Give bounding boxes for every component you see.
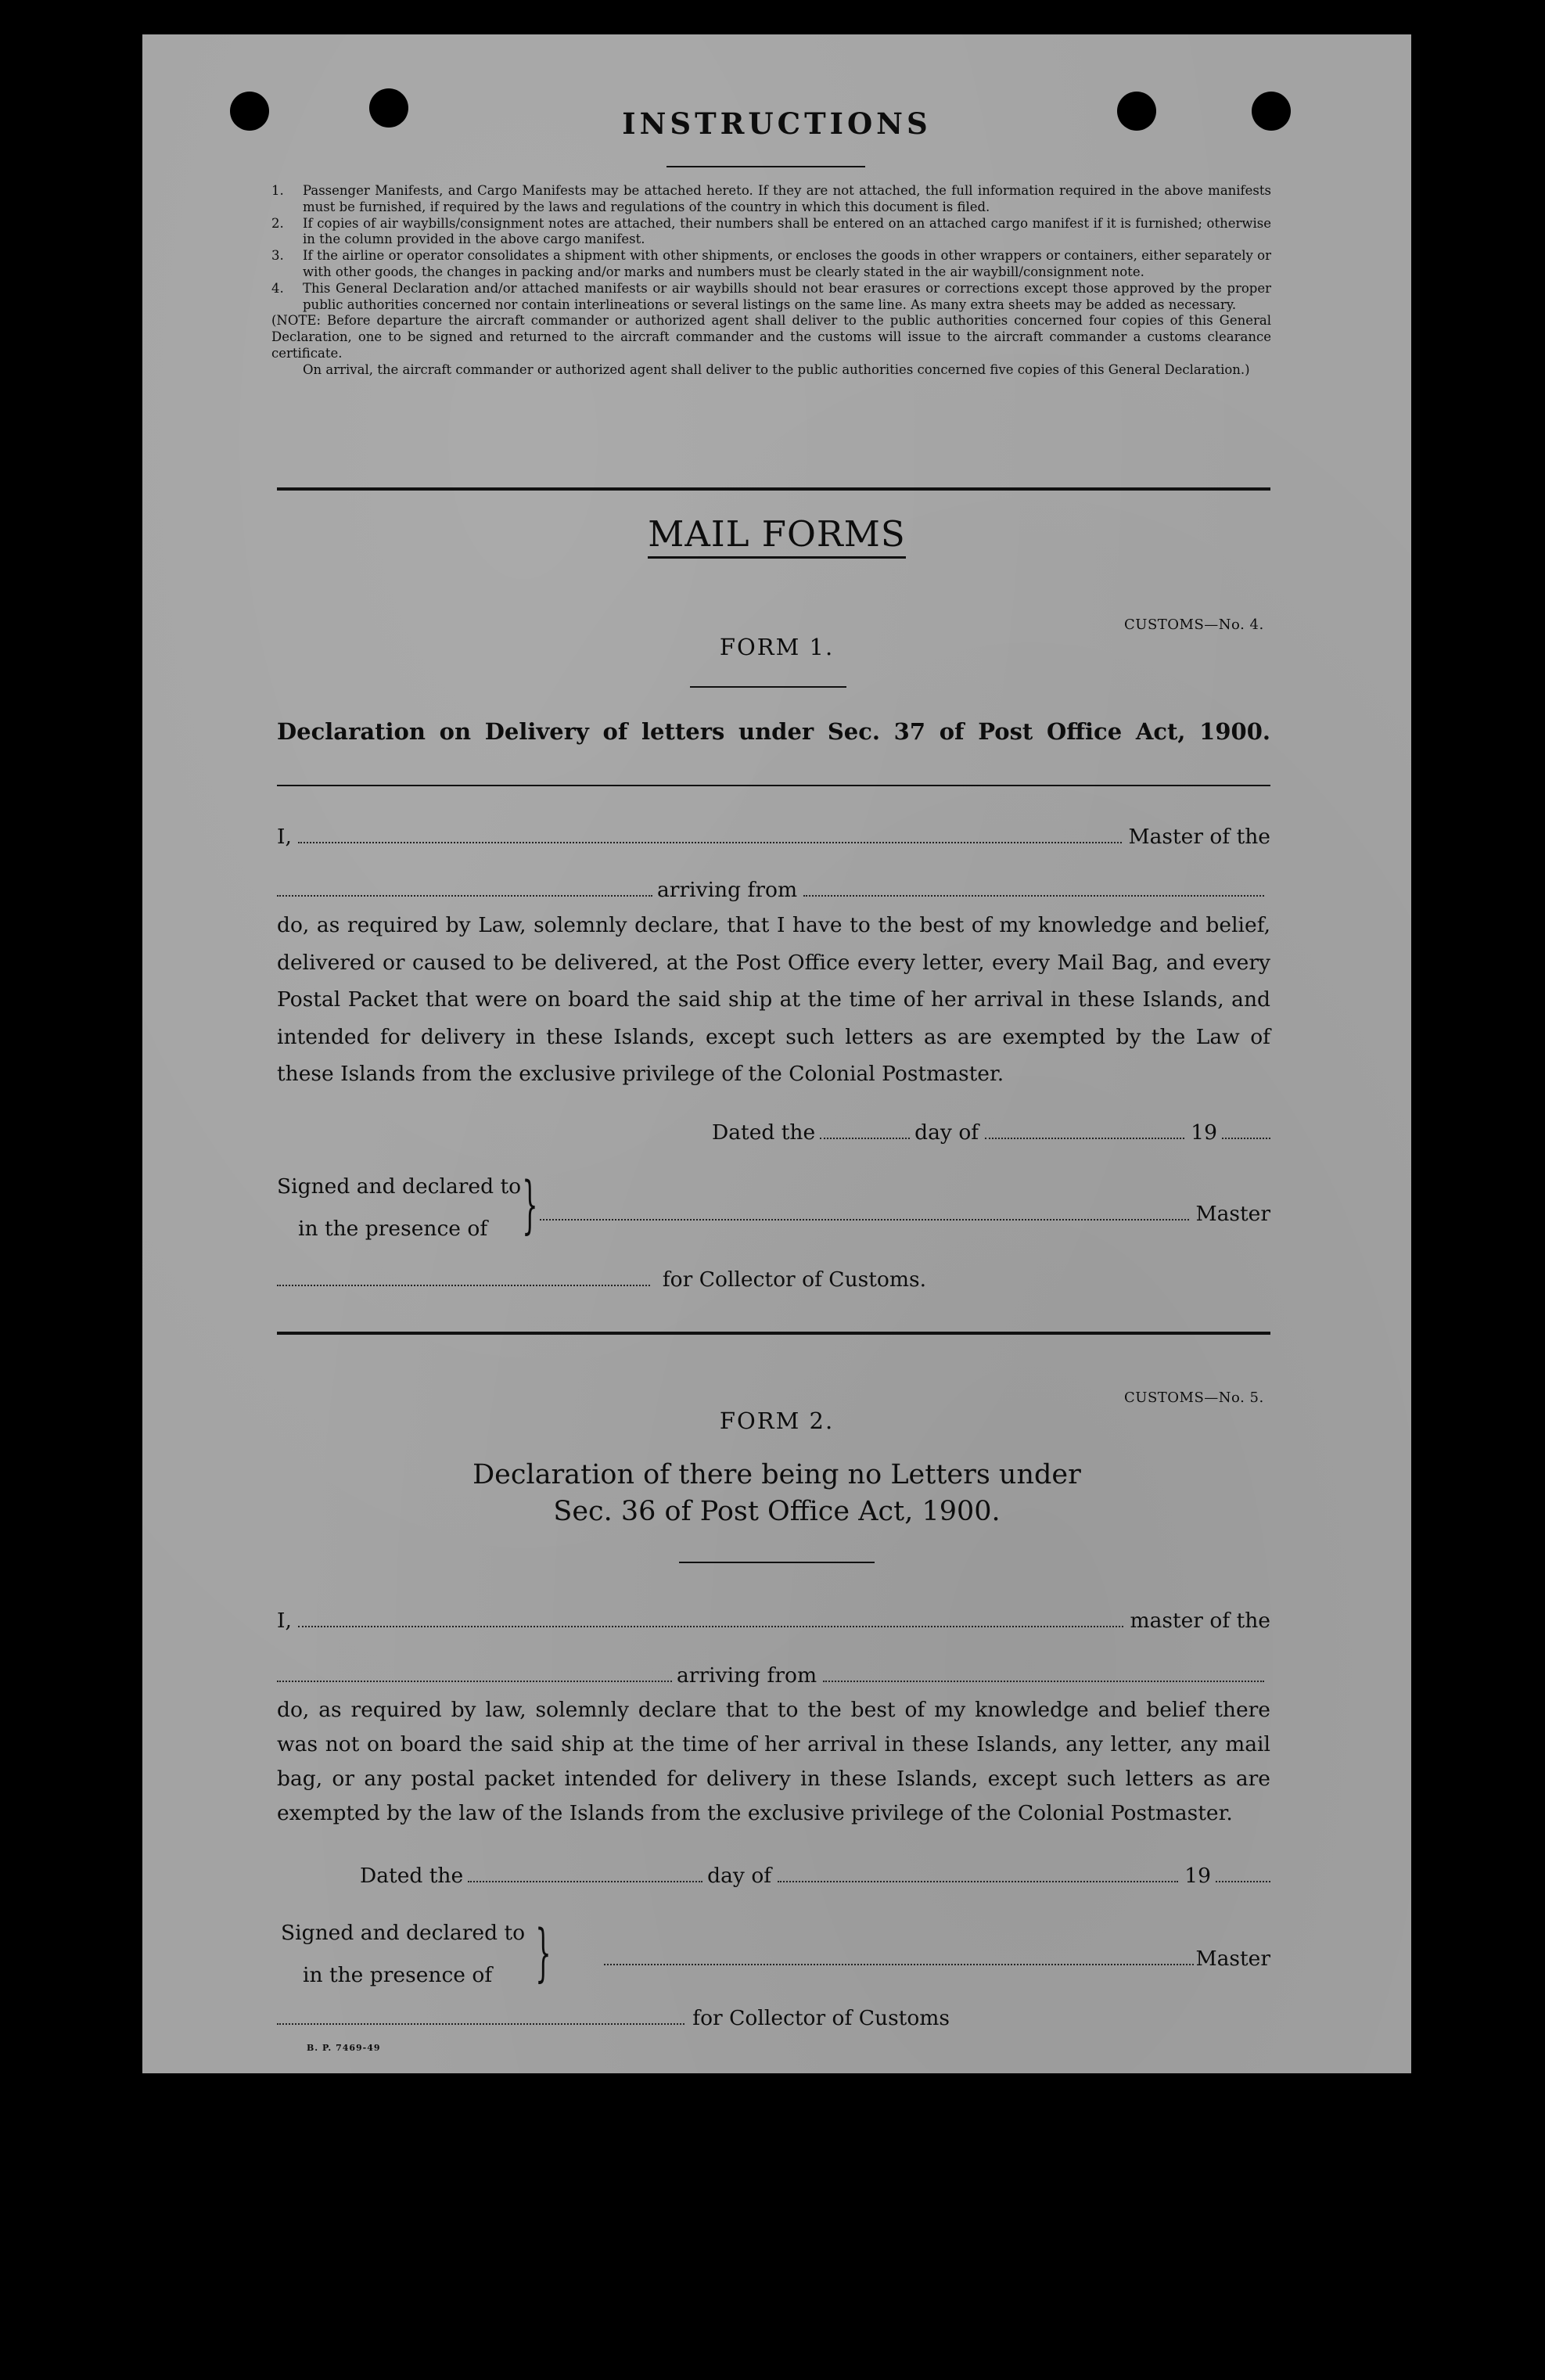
arriving-from-line: arriving from: [277, 1663, 1270, 1688]
fill-line[interactable]: [277, 879, 652, 897]
fill-line[interactable]: [277, 1269, 650, 1286]
fill-line[interactable]: [277, 1665, 672, 1682]
master-name-line: I, Master of the: [277, 825, 1270, 849]
print-reference: B. P. 7469-49: [307, 2043, 381, 2053]
fill-line[interactable]: [277, 2008, 684, 2025]
fill-line[interactable]: [468, 1865, 702, 1882]
divider: [277, 785, 1270, 786]
brace-symbol: }: [535, 1916, 552, 1989]
instruction-note-arrival: On arrival, the aircraft commander or authorized agent shall deliver to the public authorities concerned five copies of this General Declaration.): [303, 361, 1250, 377]
fill-line[interactable]: [820, 1122, 910, 1139]
fill-line[interactable]: [823, 1665, 1264, 1682]
form-heading: FORM 2.: [719, 1408, 835, 1434]
fill-line[interactable]: [1216, 1865, 1270, 1882]
brace-symbol: }: [522, 1168, 538, 1241]
mail-forms-title: MAIL FORMS: [142, 513, 1411, 555]
instruction-item: 3. If the airline or operator consolidates a shipment with other shipments, or encloses the goods in other wrappers or containers, either separately or with other goods, the changes in packing and/or marks and numbers must be clearly stated in the air waybill/consignment note.: [271, 248, 1271, 279]
fill-line[interactable]: [540, 1203, 1189, 1221]
fill-line[interactable]: [298, 826, 1123, 843]
dated-line: Dated the day of 19: [360, 1864, 1270, 1888]
instruction-item: 2. If copies of air waybills/consignment notes are attached, their numbers shall be entered on an attached cargo manifest if it is furnished; otherwise in the column provided in the above cargo manifest.: [271, 215, 1271, 247]
fill-line[interactable]: [604, 1948, 1194, 1965]
form-title: Declaration on Delivery of letters under Sec. 37 of Post Office Act, 1900.: [277, 718, 1270, 745]
fill-line[interactable]: [298, 1610, 1124, 1627]
instruction-note: (NOTE: Before departure the aircraft commander or authorized agent shall deliver to the public authorities concerned four copies of this General Declaration, one to be signed and returned to the aircraft commander and the customs will issue to the aircraft commander a customs clearance certificate.: [271, 313, 1271, 361]
instruction-item: 1. Passenger Manifests, and Cargo Manifests may be attached hereto. If they are not attached, the full information required in the above manifests must be furnished, if required by the laws and regulations of the country in which this document is filed.: [271, 183, 1271, 214]
section-divider: [277, 487, 1270, 491]
divider: [667, 166, 865, 167]
instruction-item: 4. This General Declaration and/or attached manifests or air waybills should not bear erasures or corrections except those approved by the proper public authorities concerned nor contain interlineations or several listings on the same line. As many extra sheets may be added as necessary.: [271, 280, 1271, 312]
signed-label: Signed and declared to in the presence of: [281, 1921, 526, 1987]
fill-line[interactable]: [985, 1122, 1184, 1139]
document-page: [142, 34, 1411, 2073]
instructions-list: [271, 183, 1271, 379]
collector-line: for Collector of Customs.: [277, 1267, 926, 1292]
section-divider: [277, 1332, 1270, 1335]
customs-number: CUSTOMS—No. 4.: [1124, 617, 1264, 633]
form-title: Declaration of there being no Letters under Sec. 36 of Post Office Act, 1900.: [472, 1459, 1081, 1527]
instructions-title: INSTRUCTIONS: [622, 106, 932, 141]
master-name-line: I, master of the: [277, 1609, 1270, 1633]
customs-number: CUSTOMS—No. 5.: [1124, 1390, 1264, 1406]
master-signature-line: Master: [540, 1202, 1270, 1226]
declaration-body: do, as required by Law, solemnly declare, that I have to the best of my knowledge and belief, delivered or caused to be delivered, at the Post Office every letter, every Mail Bag, and every Postal Packet that were on board the said ship at the time of her arrival in these Islands, and intended for delivery in these Islands, except such letters as are exempted by the Law of these Islands from the exclusive privilege of the Colonial Postmaster.: [277, 913, 1270, 1086]
master-signature-line: Master: [604, 1947, 1270, 1971]
form-heading: FORM 1.: [719, 634, 835, 660]
declaration-body: do, as required by law, solemnly declare that to the best of my knowledge and belief there was not on board the said ship at the time of her arrival in these Islands, any letter, any mail bag, or any postal packet intended for delivery in these Islands, except such letters as are exempted by the law of the Islands from the exclusive privilege of the Colonial Postmaster.: [277, 1698, 1270, 1825]
fill-line[interactable]: [1222, 1122, 1270, 1139]
signed-label: Signed and declared to in the presence of: [277, 1174, 522, 1241]
collector-line: for Collector of Customs: [277, 2006, 950, 2030]
divider: [679, 1562, 875, 1563]
fill-line[interactable]: [778, 1865, 1178, 1882]
arriving-from-line: arriving from: [277, 878, 1270, 902]
dated-line: Dated the day of 19: [712, 1120, 1270, 1145]
divider: [690, 686, 846, 688]
fill-line[interactable]: [803, 879, 1264, 897]
